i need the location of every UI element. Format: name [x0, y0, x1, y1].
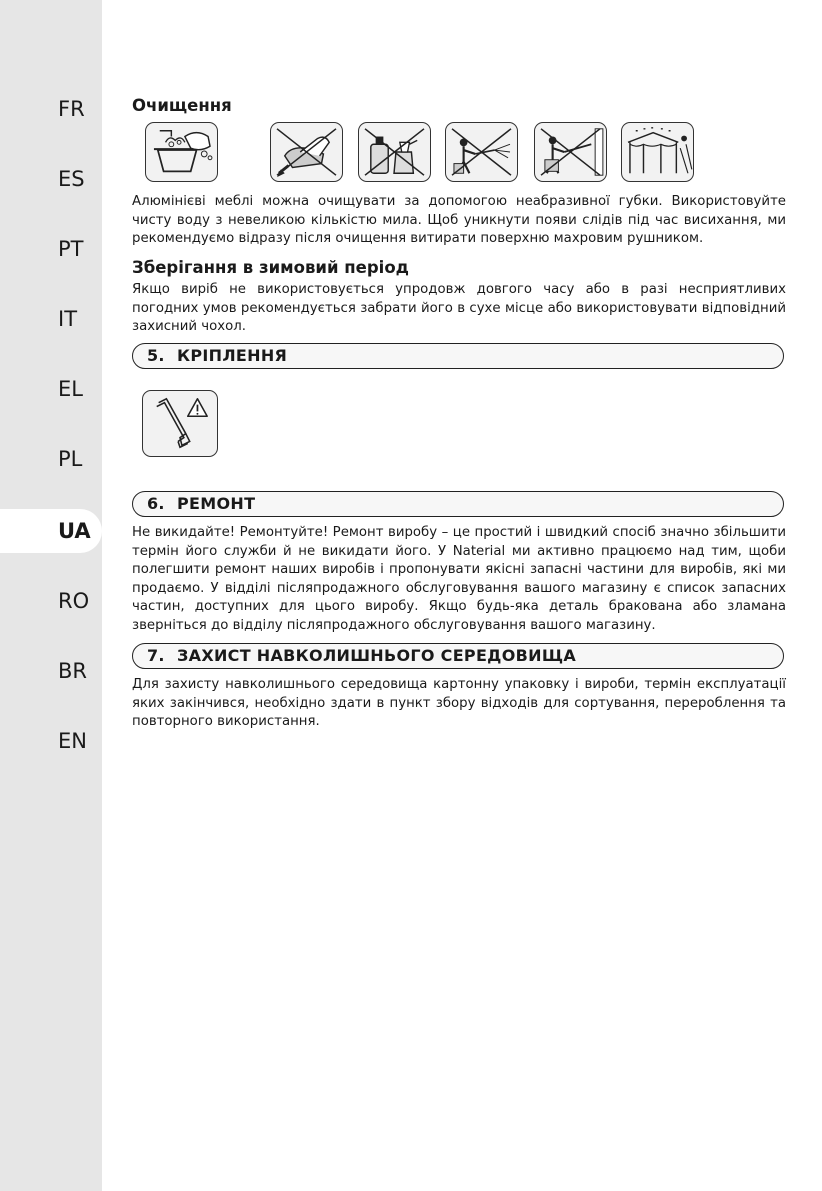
section-6-header	[132, 491, 784, 517]
lang-tab-fr[interactable]: FR	[58, 97, 85, 121]
cleaning-text: Алюмінієві меблі можна очищувати за допомогою неабразивної губки. Використовуйте чисту воду з невеликою кількістю мила. Щоб уникнути появи слідів під час висихання, ми рекомендуємо відразу після очищення витирати поверхню махровим рушником.	[132, 194, 786, 246]
language-sidebar	[0, 0, 102, 1191]
winter-storage-text: Якщо виріб не використовується упродовж довгого часу або в разі несприятливих погодних умов рекомендується забрати його в сухе місце або використовувати відповідний захисний чохол.	[132, 282, 786, 334]
section-6-title: РЕМОНТ	[177, 494, 256, 513]
lang-tab-en[interactable]: EN	[58, 729, 87, 753]
lang-tab-el[interactable]: EL	[58, 377, 83, 401]
section-6-text: Не викидайте! Ремонтуйте! Ремонт виробу – це простий і швидкий спосіб значно збільшити термін його служби й не викидати його. У Naterial ми активно працюємо над тим, щоби полегшити ремонт наших виробів і пропонувати якісні запасні частини для виробів, які ми продаємо. У відділі післяпродажного обслуговування вашого магазину є список запасних частин, доступних для цього виробу. Якщо будь-яка деталь бракована або зламана зверніться до відділу післяпродажного обслуговування вашого магазину.	[132, 525, 786, 633]
section-5-number: 5.	[147, 346, 165, 365]
section-6-number: 6.	[147, 494, 165, 513]
allen-key-warning-icon	[142, 390, 218, 457]
winter-storage-title: Зберігання в зимовий період	[132, 258, 409, 277]
cleaning-title: Очищення	[132, 96, 232, 115]
section-7-text: Для захисту навколишнього середовища картонну упаковку і вироби, термін експлуатації яких закінчився, необхідно здати в пункт збору відходів для сортування, перероблення та повторного використання.	[132, 677, 786, 729]
lang-tab-br[interactable]: BR	[58, 659, 87, 683]
no-abrasive-sponge-icon	[270, 122, 343, 182]
wash-bucket-sponge-icon	[145, 122, 218, 182]
section-5-title: КРІПЛЕННЯ	[177, 346, 288, 365]
section-7-header	[132, 643, 784, 669]
no-hose-icon	[534, 122, 607, 182]
section-5-header	[132, 343, 784, 369]
lang-tab-pt[interactable]: PT	[58, 237, 84, 261]
lang-tab-ro[interactable]: RO	[58, 589, 90, 613]
no-pressure-washer-icon	[445, 122, 518, 182]
lang-tab-pl[interactable]: PL	[58, 447, 83, 471]
lang-tab-ua[interactable]: UA	[0, 509, 102, 553]
lang-tab-es[interactable]: ES	[58, 167, 85, 191]
section-7-title: ЗАХИСТ НАВКОЛИШНЬОГО СЕРЕДОВИЩА	[177, 646, 577, 665]
no-chemicals-icon	[358, 122, 431, 182]
gazebo-ladder-icon	[621, 122, 694, 182]
section-7-number: 7.	[147, 646, 165, 665]
lang-tab-it[interactable]: IT	[58, 307, 78, 331]
